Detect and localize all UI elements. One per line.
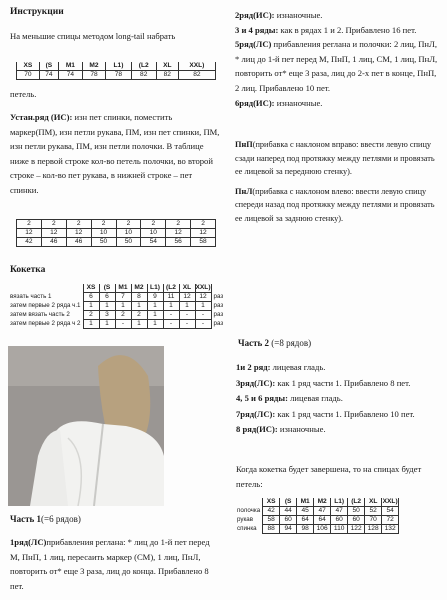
stitch-count-cell: 78 [106,71,131,80]
repeat-count-cell: 1 [131,302,147,311]
final-count-cell: 52 [365,507,382,516]
final-count-cell: 64 [314,516,331,525]
increase-notes [235,138,435,226]
repeat-count-cell: 7 [115,293,131,302]
size-header-cell: L1) [147,284,163,293]
final-count-cell: 58 [263,516,280,525]
pnp-note [235,138,435,179]
p2-row7-label: 7ряд(ЛС): [236,408,276,419]
size-header-cell: XL [179,284,195,293]
repeat-count-cell: - [115,320,131,329]
final-count-cell: 98 [297,525,314,534]
cast-on-text: На меньшие спицы методом long-tail набрать [10,31,176,41]
stitches-word: петель. [10,89,37,99]
size-header-cell: M1 [115,284,131,293]
times-suffix-cell: раз [213,293,224,300]
stitch-count-cell: 82 [131,71,156,80]
stitch-count-cell: 70 [17,71,40,80]
part1-row1-label: 1ряд(ЛС) [10,537,47,547]
size-header-cell: XL [156,62,178,71]
part2-rows [236,360,440,438]
row-label-cell: затем первые 2 ряда ч.1 [10,302,81,309]
instructions-title: Инструкции [10,7,64,17]
pnl-body: (прибавка с наклоном влево: ввести левую спицу спереди назад под протяжку между петлями и провязать ее лицевой за заднюю стенку). [235,186,435,223]
final-stitch-table [237,498,399,534]
p2-row8-body: изнаночные. [277,424,326,435]
p2-row3-body: как 1 ряд части 1. Прибавлено 8 пет. [275,377,411,388]
size-header-cell: XS [17,62,40,71]
size-header-cell: (L2 [163,284,179,293]
marker-count-cell: 2 [41,220,66,229]
repeat-count-cell: - [179,320,195,329]
repeat-count-cell: 11 [163,293,179,302]
final-count-cell: 44 [280,507,297,516]
p2-row12-body: лицевая гладь. [270,362,326,372]
repeat-count-cell: - [195,320,211,329]
rows34-line [235,23,439,38]
pnp-label: ПнП [235,140,253,149]
marker-counts-table [16,219,216,247]
repeat-count-cell: 8 [131,293,147,302]
p2-row456-label: 4, 5 и 6 ряды: [236,393,288,404]
p2-row456 [236,391,440,407]
repeat-count-cell: 3 [99,311,115,320]
final-count-cell: 132 [382,525,399,534]
size-header-cell: M2 [131,284,147,293]
stitch-count-cell: 78 [82,71,106,80]
p2-row8-label: 8 ряд(ИС): [236,424,278,435]
row-label-cell: рукав [237,516,254,523]
size-header-cell: XXL) [382,498,398,505]
times-suffix-cell: раз [213,311,224,318]
marker-count-cell: 50 [116,238,141,247]
row5-line [235,37,439,95]
cardigan-model-image [8,346,164,506]
final-count-cell: 47 [314,507,331,516]
final-count-cell: 60 [331,516,348,525]
marker-count-cell: 46 [41,238,66,247]
size-header-cell: (L2 [348,498,365,507]
size-header-cell: XXL) [178,62,215,71]
marker-count-cell: 2 [116,220,141,229]
row6-label: 6ряд(ИС): [235,97,275,108]
marker-count-cell: 42 [17,238,42,247]
repeat-count-cell: 2 [83,311,99,320]
part1-subtitle: (=6 рядов) [41,514,81,524]
cast-on-table [16,62,216,80]
marker-count-cell: 2 [66,220,91,229]
marker-count-cell: 12 [166,229,191,238]
final-count-cell: 45 [297,507,314,516]
row-label-cell: вязать часть 1 [10,293,52,300]
repeat-count-cell: 1 [99,302,115,311]
setup-row-body: изн пет спинки, поместить маркер(ПМ), изн петли рукава, ПМ, изн пет спинки, ПМ, изн петли рукава, ПМ, изн петли полочки. В таблице ниже в первой строке кол-во петель полочки, во второй строке – кол-во пет рукава, в нижней строке – пет спинки. [10,112,220,195]
yoke-title: Кокетка [10,265,46,275]
size-header-cell: (S [99,284,115,293]
size-header-cell: M2 [82,62,106,71]
final-count-cell: 106 [314,525,331,534]
part2-title: Часть 2 [238,338,270,348]
size-header-cell: L1) [331,498,348,507]
marker-count-cell: 2 [166,220,191,229]
part1-heading [10,514,81,524]
repeat-count-cell: 1 [147,311,163,320]
repeat-count-cell: 1 [179,302,195,311]
p2-row8 [236,422,440,438]
size-header-cell: (L2 [131,62,156,71]
marker-count-cell: 58 [191,238,216,247]
stitch-count-cell: 74 [59,71,83,80]
p2-row3 [236,376,440,392]
setup-row-text [10,110,220,198]
final-count-cell: 60 [348,516,365,525]
final-count-cell: 122 [348,525,365,534]
size-header-cell: M1 [59,62,83,71]
repeat-count-cell: - [195,311,211,320]
part2-heading [238,338,311,348]
pnl-label: ПнЛ [235,186,253,196]
times-suffix-cell: раз [213,302,224,309]
final-count-cell: 72 [382,516,399,525]
repeat-count-cell: 1 [83,320,99,329]
part2-subtitle: (=8 рядов) [269,338,312,348]
repeat-count-cell: 12 [195,293,211,302]
p2-row12 [236,360,440,376]
marker-count-cell: 12 [41,229,66,238]
pnp-body: (прибавка с наклоном вправо: ввести левую спицу сзади наперед под протяжку между петлями и провязать ее лицевой за переднюю стенку). [235,140,435,177]
row2-label: 2ряд(ИС): [235,10,275,20]
repeat-count-cell: 2 [131,311,147,320]
marker-count-cell: 12 [191,229,216,238]
repeat-count-cell: 1 [99,320,115,329]
part1-row1-text [10,535,210,593]
marker-count-cell: 10 [141,229,166,238]
stitch-count-cell: 82 [156,71,178,80]
setup-row-label: Устан.ряд (ИС): [10,112,73,122]
p2-row3-label: 3ряд(ЛС): [236,377,276,388]
repeat-count-cell: - [163,320,179,329]
marker-count-cell: 2 [191,220,216,229]
row-label-cell: затем первые 2 ряда ч 2 [10,320,81,327]
size-header-cell: L1) [106,62,131,71]
rows34-body: как в рядах 1 и 2. Прибавлено 16 пет. [278,24,417,35]
marker-count-cell: 2 [91,220,116,229]
final-count-cell: 128 [365,525,382,534]
repeat-count-cell: 1 [147,320,163,329]
row6-body: изнаночные. [274,97,323,108]
marker-count-cell: 2 [17,220,42,229]
repeat-count-cell: - [179,311,195,320]
repeat-count-cell: 6 [99,293,115,302]
row-label-cell: спинка [237,525,257,532]
empty-corner-cell [211,284,223,293]
final-count-cell: 64 [297,516,314,525]
stitch-count-cell: 82 [178,71,215,80]
row2-line [235,8,439,23]
final-count-cell: 94 [280,525,297,534]
p2-row12-label: 1и 2 ряд: [236,362,271,372]
repeat-count-cell: 1 [147,302,163,311]
yoke-repeats-table [10,284,223,329]
marker-count-cell: 10 [91,229,116,238]
final-count-cell: 42 [263,507,280,516]
pnl-note [235,185,435,226]
size-header-cell: XL [365,498,382,507]
final-count-cell: 47 [331,507,348,516]
marker-count-cell: 46 [66,238,91,247]
final-count-cell: 70 [365,516,382,525]
row5-body: прибавления реглана и полочки: 2 лиц, ПнЛ, * лиц до 1-й пет перед М, ПнП, 1 лиц, СМ, 1 лиц, ПнЛ, повторить от* еще 3 раза, лиц до 2-х пет в конце, ПнП, 2 лиц. Прибавлено 10 пет. [235,39,438,93]
part1-title: Часть 1 [10,514,42,524]
stitch-count-cell: 74 [39,71,58,80]
size-header-cell: M2 [314,498,331,507]
p2-row456-body: лицевая гладь. [287,393,343,404]
repeat-count-cell: - [163,311,179,320]
repeat-count-cell: 1 [163,302,179,311]
repeat-count-cell: 1 [131,320,147,329]
row5-label: 5ряд(ЛС) [235,39,272,50]
final-count-text: Когда кокетка будет завершена, то на спицах будет петель: [236,464,422,489]
size-header-cell: (S [280,498,297,507]
p2-row7 [236,407,440,423]
repeat-count-cell: 1 [115,302,131,311]
p2-row7-body: как 1 ряд части 1. Прибавлено 10 пет. [275,408,415,419]
part1-row1-body: прибавления реглана: * лиц до 1-й пет перед М, ПнП, 1 лиц, пересаить маркер (СМ), 1 лиц, ПнЛ, повторить от* еще 3 раза, лиц до конца. Прибавлено 8 пет. [10,537,210,591]
size-header-cell: XXL) [195,284,211,291]
row2-body: изнаночные. [274,10,323,20]
row-label-cell: затем вязать часть 2 [10,311,70,318]
size-header-cell: (S [39,62,58,71]
empty-corner-cell [237,498,263,507]
repeat-count-cell: 6 [83,293,99,302]
final-count-cell: 50 [348,507,365,516]
right-column-text [235,8,439,110]
marker-count-cell: 56 [166,238,191,247]
size-header-cell: M1 [297,498,314,507]
rows34-label: 3 и 4 ряды: [235,24,279,35]
final-count-cell: 88 [263,525,280,534]
repeat-count-cell: 1 [195,302,211,311]
marker-count-cell: 54 [141,238,166,247]
marker-count-cell: 12 [66,229,91,238]
marker-count-cell: 50 [91,238,116,247]
marker-count-cell: 2 [141,220,166,229]
marker-count-cell: 10 [116,229,141,238]
times-suffix-cell: раз [213,320,224,327]
final-count-cell: 54 [382,507,399,516]
repeat-count-cell: 2 [115,311,131,320]
row-label-cell: полочка [237,507,261,514]
final-count-cell: 110 [331,525,348,534]
marker-count-cell: 12 [17,229,42,238]
repeat-count-cell: 9 [147,293,163,302]
final-count-cell: 60 [280,516,297,525]
size-header-cell: XS [83,284,99,293]
repeat-count-cell: 12 [179,293,195,302]
row6-line [235,96,439,111]
sweater-photo [8,346,164,506]
repeat-count-cell: 1 [83,302,99,311]
empty-corner-cell [10,284,83,293]
size-header-cell: XS [263,498,280,507]
